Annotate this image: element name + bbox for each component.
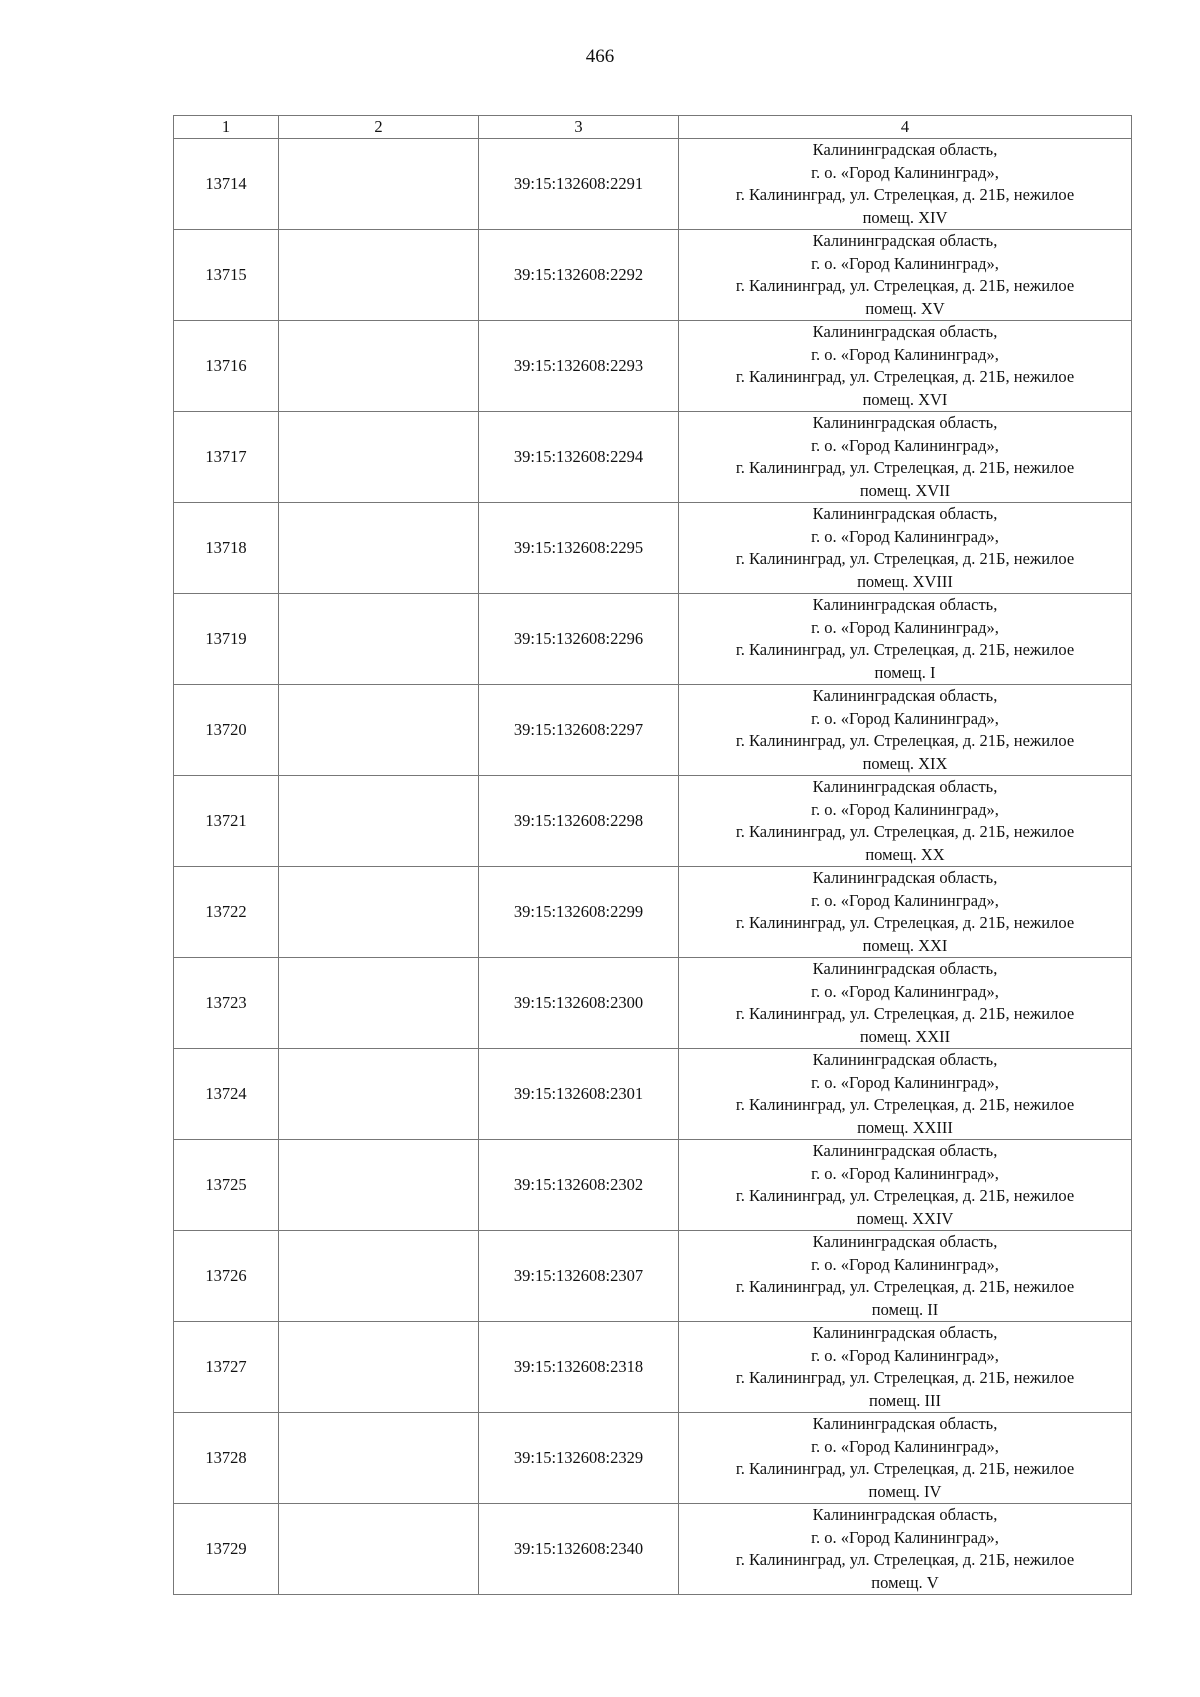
address-line: помещ. XIV	[862, 207, 948, 227]
address-line: Калининградская область,	[812, 1323, 998, 1342]
empty-cell	[279, 1140, 479, 1231]
column-header-3: 3	[479, 116, 679, 139]
row-number-cell: 13726	[174, 1231, 279, 1322]
table-row	[174, 1504, 1132, 1595]
address-line: г. о. «Город Калининград»,	[811, 799, 999, 819]
address-cell	[679, 1322, 1132, 1413]
address-line: помещ. XXI	[862, 935, 948, 955]
address-line: г. о. «Город Калининград»,	[811, 617, 999, 637]
address-line: г. о. «Город Калининград»,	[811, 1254, 999, 1274]
row-number-cell: 13718	[174, 503, 279, 594]
cadastral-number-cell: 39:15:132608:2340	[479, 1504, 679, 1595]
address-line: Калининградская область,	[812, 1505, 998, 1524]
address-line: г. Калининград, ул. Стрелецкая, д. 21Б, нежилое	[735, 913, 1075, 932]
table-row	[174, 1140, 1132, 1231]
cadastral-number-cell: 39:15:132608:2294	[479, 412, 679, 503]
table-row	[174, 230, 1132, 321]
address-line: Калининградская область,	[812, 140, 998, 159]
address-line: Калининградская область,	[812, 1050, 998, 1069]
address-line: г. Калининград, ул. Стрелецкая, д. 21Б, нежилое	[735, 1277, 1075, 1296]
address-line: Калининградская область,	[812, 1414, 998, 1433]
row-number-cell: 13724	[174, 1049, 279, 1140]
table-row	[174, 1231, 1132, 1322]
address-line: помещ. XVI	[862, 389, 948, 409]
address-line: Калининградская область,	[812, 595, 998, 614]
cadastral-number-cell: 39:15:132608:2295	[479, 503, 679, 594]
address-line: помещ. XX	[865, 844, 945, 864]
empty-cell	[279, 503, 479, 594]
table-row	[174, 776, 1132, 867]
address-line: г. Калининград, ул. Стрелецкая, д. 21Б, нежилое	[735, 1550, 1075, 1569]
address-line: г. Калининград, ул. Стрелецкая, д. 21Б, нежилое	[735, 822, 1075, 841]
empty-cell	[279, 1413, 479, 1504]
table-row	[174, 594, 1132, 685]
address-cell	[679, 412, 1132, 503]
empty-cell	[279, 230, 479, 321]
empty-cell	[279, 1049, 479, 1140]
cadastral-number-cell: 39:15:132608:2307	[479, 1231, 679, 1322]
address-line: г. Калининград, ул. Стрелецкая, д. 21Б, нежилое	[735, 458, 1075, 477]
table-row	[174, 1322, 1132, 1413]
row-number-cell: 13729	[174, 1504, 279, 1595]
empty-cell	[279, 1231, 479, 1322]
row-number-cell: 13715	[174, 230, 279, 321]
address-line: г. Калининград, ул. Стрелецкая, д. 21Б, нежилое	[735, 1095, 1075, 1114]
empty-cell	[279, 867, 479, 958]
address-line: г. Калининград, ул. Стрелецкая, д. 21Б, нежилое	[735, 1368, 1075, 1387]
table-row	[174, 321, 1132, 412]
row-number-cell: 13728	[174, 1413, 279, 1504]
address-line: г. Калининград, ул. Стрелецкая, д. 21Б, нежилое	[735, 549, 1075, 568]
address-line: помещ. V	[871, 1572, 939, 1592]
address-line: г. о. «Город Калининград»,	[811, 708, 999, 728]
cadastral-number-cell: 39:15:132608:2329	[479, 1413, 679, 1504]
row-number-cell: 13717	[174, 412, 279, 503]
table-row	[174, 1049, 1132, 1140]
cadastral-number-cell: 39:15:132608:2299	[479, 867, 679, 958]
cadastral-number-cell: 39:15:132608:2297	[479, 685, 679, 776]
address-line: Калининградская область,	[812, 413, 998, 432]
address-cell	[679, 1140, 1132, 1231]
address-line: Калининградская область,	[812, 1232, 998, 1251]
column-header-2: 2	[279, 116, 479, 139]
cadastral-number-cell: 39:15:132608:2318	[479, 1322, 679, 1413]
address-line: г. Калининград, ул. Стрелецкая, д. 21Б, нежилое	[735, 276, 1075, 295]
table-row	[174, 503, 1132, 594]
table-row	[174, 867, 1132, 958]
address-cell	[679, 503, 1132, 594]
table-body	[174, 139, 1132, 1595]
row-number-cell: 13722	[174, 867, 279, 958]
address-line: Калининградская область,	[812, 959, 998, 978]
cadastral-number-cell: 39:15:132608:2296	[479, 594, 679, 685]
header-row	[174, 116, 1132, 139]
address-cell	[679, 230, 1132, 321]
address-line: г. Калининград, ул. Стрелецкая, д. 21Б, нежилое	[735, 640, 1075, 659]
empty-cell	[279, 1322, 479, 1413]
table-row	[174, 412, 1132, 503]
row-number-cell: 13725	[174, 1140, 279, 1231]
address-line: Калининградская область,	[812, 777, 998, 796]
table-row	[174, 685, 1132, 776]
address-line: Калининградская область,	[812, 322, 998, 341]
cadastral-number-cell: 39:15:132608:2302	[479, 1140, 679, 1231]
row-number-cell: 13727	[174, 1322, 279, 1413]
address-line: Калининградская область,	[812, 231, 998, 250]
address-line: г. о. «Город Калининград»,	[811, 1527, 999, 1547]
empty-cell	[279, 321, 479, 412]
cadastral-number-cell: 39:15:132608:2293	[479, 321, 679, 412]
cadastral-number-cell: 39:15:132608:2291	[479, 139, 679, 230]
table-row	[174, 958, 1132, 1049]
property-register-table	[173, 115, 1132, 1595]
address-line: помещ. II	[871, 1299, 939, 1319]
address-line: г. о. «Город Калининград»,	[811, 981, 999, 1001]
address-line: г. Калининград, ул. Стрелецкая, д. 21Б, нежилое	[735, 1186, 1075, 1205]
empty-cell	[279, 776, 479, 867]
page-number: 466	[585, 46, 615, 67]
empty-cell	[279, 685, 479, 776]
address-cell	[679, 1231, 1132, 1322]
address-cell	[679, 867, 1132, 958]
table-row	[174, 139, 1132, 230]
address-line: Калининградская область,	[812, 686, 998, 705]
address-line: г. Калининград, ул. Стрелецкая, д. 21Б, нежилое	[735, 185, 1075, 204]
address-cell	[679, 958, 1132, 1049]
empty-cell	[279, 139, 479, 230]
address-line: помещ. I	[874, 662, 936, 682]
table-row	[174, 1413, 1132, 1504]
row-number-cell: 13719	[174, 594, 279, 685]
empty-cell	[279, 958, 479, 1049]
address-line: г. о. «Город Калининград»,	[811, 253, 999, 273]
address-line: г. о. «Город Калининград»,	[811, 1072, 999, 1092]
address-line: г. Калининград, ул. Стрелецкая, д. 21Б, нежилое	[735, 1459, 1075, 1478]
address-line: г. о. «Город Калининград»,	[811, 1345, 999, 1365]
address-line: помещ. XV	[865, 298, 945, 318]
address-cell	[679, 1049, 1132, 1140]
address-line: помещ. XVII	[859, 480, 951, 500]
address-line: Калининградская область,	[812, 868, 998, 887]
address-line: г. о. «Город Калининград»,	[811, 1436, 999, 1456]
address-line: г. о. «Город Калининград»,	[811, 162, 999, 182]
address-line: Калининградская область,	[812, 1141, 998, 1160]
address-line: г. о. «Город Калининград»,	[811, 890, 999, 910]
empty-cell	[279, 594, 479, 685]
address-line: помещ. IV	[868, 1481, 942, 1501]
address-cell	[679, 776, 1132, 867]
address-line: помещ. XXIII	[857, 1117, 953, 1137]
address-line: помещ. XIX	[862, 753, 948, 773]
address-line: г. Калининград, ул. Стрелецкая, д. 21Б, нежилое	[735, 1004, 1075, 1023]
column-header-1: 1	[174, 116, 279, 139]
row-number-cell: 13716	[174, 321, 279, 412]
address-line: г. Калининград, ул. Стрелецкая, д. 21Б, нежилое	[735, 367, 1075, 386]
address-line: г. о. «Город Калининград»,	[811, 435, 999, 455]
address-cell	[679, 594, 1132, 685]
row-number-cell: 13723	[174, 958, 279, 1049]
empty-cell	[279, 412, 479, 503]
address-line: Калининградская область,	[812, 504, 998, 523]
address-cell	[679, 1413, 1132, 1504]
cadastral-number-cell: 39:15:132608:2292	[479, 230, 679, 321]
row-number-cell: 13721	[174, 776, 279, 867]
address-line: помещ. III	[869, 1390, 941, 1410]
address-line: помещ. XVIII	[857, 571, 953, 591]
address-cell	[679, 139, 1132, 230]
address-cell	[679, 321, 1132, 412]
address-line: г. о. «Город Калининград»,	[811, 526, 999, 546]
row-number-cell: 13714	[174, 139, 279, 230]
cadastral-number-cell: 39:15:132608:2298	[479, 776, 679, 867]
address-line: помещ. XXIV	[856, 1208, 954, 1228]
row-number-cell: 13720	[174, 685, 279, 776]
address-line: г. о. «Город Калининград»,	[811, 344, 999, 364]
address-line: г. Калининград, ул. Стрелецкая, д. 21Б, нежилое	[735, 731, 1075, 750]
address-line: помещ. XXII	[859, 1026, 951, 1046]
address-cell	[679, 1504, 1132, 1595]
address-line: г. о. «Город Калининград»,	[811, 1163, 999, 1183]
empty-cell	[279, 1504, 479, 1595]
column-header-4: 4	[679, 116, 1132, 139]
cadastral-number-cell: 39:15:132608:2301	[479, 1049, 679, 1140]
address-cell	[679, 685, 1132, 776]
cadastral-number-cell: 39:15:132608:2300	[479, 958, 679, 1049]
